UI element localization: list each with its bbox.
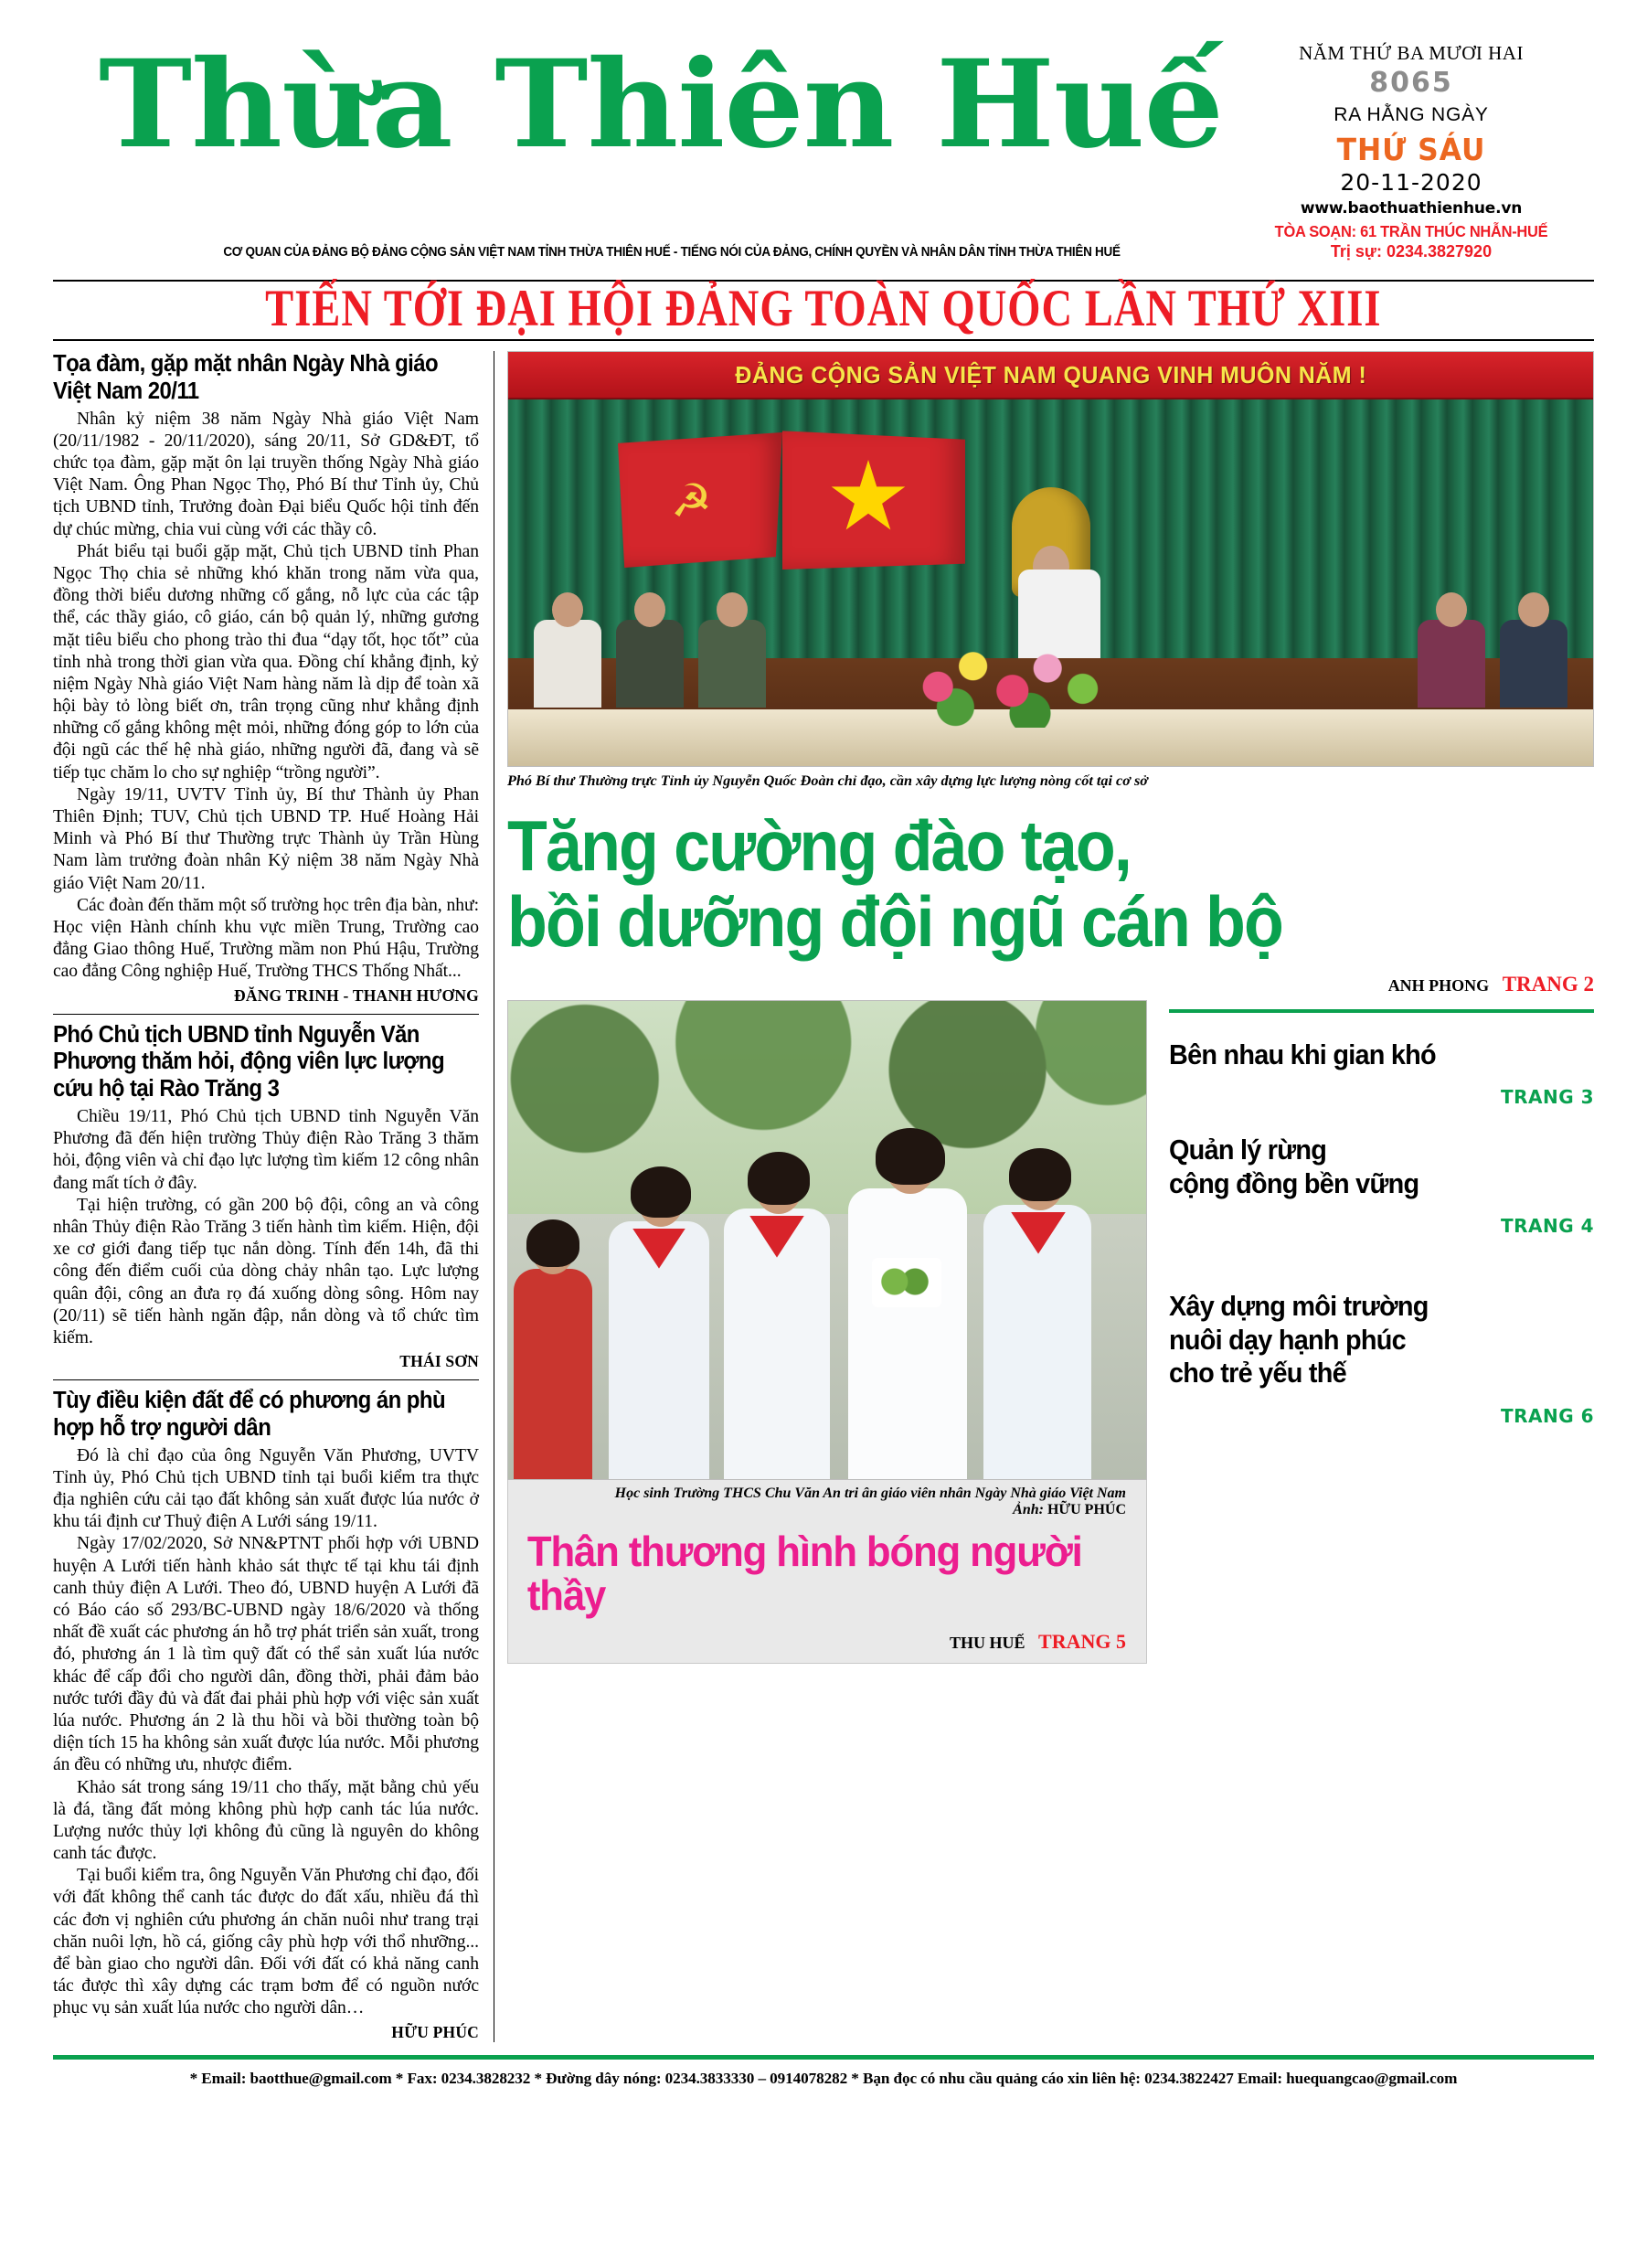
issue-number: 8065 bbox=[1369, 67, 1453, 100]
office-address: TÒA SOẠN: 61 TRẦN THÚC NHẪN-HUẾ bbox=[1274, 221, 1548, 240]
bottom-feature-author: THU HUẾ bbox=[950, 1634, 1025, 1653]
section-divider bbox=[53, 1014, 479, 1015]
website-url[interactable]: www.baothuathienhue.vn bbox=[1300, 198, 1523, 218]
student-hair bbox=[748, 1152, 810, 1205]
seated-person bbox=[534, 620, 601, 708]
article-paragraph: Ngày 19/11, UVTV Tỉnh ủy, Bí thư Thành ủy Phan Thiên Định; TUV, Chủ tịch UBND TP. Huế Hoàng Hải Minh và Phó Bí thư Thường trực Thành ủy Trần Hùng Nam làm trưởng đoàn nhân Kỷ niệm 38 năm Ngày Nhà giáo Việt Nam 20/11. bbox=[53, 784, 479, 893]
feature-headline-line1: Tăng cường đào tạo, bbox=[507, 805, 1131, 887]
sidebar-teaser-moi-truong[interactable] bbox=[1169, 1237, 1594, 1427]
article-paragraph: Chiều 19/11, Phó Chủ tịch UBND tỉnh Nguyễn Văn Phương đã đến hiện trường Thủy điện Rào Trăng 3 thăm hỏi, động viên và chỉ đạo lực lượng tìm kiếm 12 công nhân đang mất tích ở đây. bbox=[53, 1107, 479, 1193]
teacher-figure bbox=[848, 1188, 967, 1479]
section-divider bbox=[53, 1379, 479, 1380]
bottom-photo-caption: Học sinh Trường THCS Chu Văn An tri ân giáo viên nhân Ngày Nhà giáo Việt Nam bbox=[614, 1485, 1126, 1501]
seated-person bbox=[1418, 620, 1485, 708]
teaser-title: Quản lý rừng bbox=[1169, 1134, 1327, 1166]
student-figure bbox=[514, 1269, 592, 1479]
masthead-tagline: CƠ QUAN CỦA ĐẢNG BỘ ĐẢNG CỘNG SẢN VIỆT NAM TỈNH THỪA THIÊN HUẾ - TIẾNG NÓI CỦA ĐẢNG, CHÍNH QUYỀN VÀ NHÂN DÂN TỈNH THỪA THIÊN HUẾ bbox=[223, 245, 1121, 260]
teaser-page-ref[interactable]: TRANG 3 bbox=[1500, 1086, 1594, 1109]
article-paragraph: Phát biểu tại buổi gặp mặt, Chủ tịch UBND tỉnh Phan Ngọc Thọ chia sẻ những khó khăn trong năm vừa qua, đồng thời biểu dương những cố gắng, nỗ lực của các tập thể, các thầy giáo, cô giáo, cán bộ quản lý, những gương mặt tiêu biểu cho phong trào thi đua “dạy tốt, học tốt” của tỉnh nhà trong thời gian vừa qua. Đồng chí khẳng định, kỷ niệm Ngày Nhà giáo Việt Nam hàng năm là dịp để toàn xã hội bày tỏ lòng biết ơn, trân trọng cũng như khẳng định những cố gắng không mệt mỏi, những đóng góp to lớn của đội ngũ các thế hệ nhà giáo, những người đã, đang và sẽ tiếp tục chăm lo cho sự nghiệp “trồng người”. bbox=[53, 541, 479, 783]
article-dat-ho-tro[interactable] bbox=[53, 1388, 479, 2042]
masthead bbox=[53, 0, 1594, 274]
top-photo-caption: Phó Bí thư Thường trực Tỉnh ủy Nguyễn Quốc Đoàn chỉ đạo, cần xây dựng lực lượng nòng cốt tại cơ sở bbox=[507, 772, 1148, 789]
publication-weekday: THỨ SÁU bbox=[1336, 131, 1486, 167]
feature-headline-line2: bồi dưỡng đội ngũ cán bộ bbox=[507, 880, 1283, 962]
teaser-sidebar bbox=[1147, 1000, 1594, 1665]
credit-name: HỮU PHÚC bbox=[1047, 1501, 1126, 1517]
masthead-logo bbox=[99, 34, 1278, 176]
left-column bbox=[53, 351, 494, 2042]
teaser-title: cộng đồng bền vững bbox=[1169, 1166, 1419, 1199]
bouquet-flowers bbox=[879, 1263, 930, 1300]
bottom-photo-block[interactable] bbox=[507, 1000, 1147, 1665]
teaser-title: Xây dựng môi trường bbox=[1169, 1290, 1429, 1323]
publication-year-line: NĂM THỨ BA MƯƠI HAI bbox=[1299, 42, 1524, 64]
teaser-page-ref[interactable]: TRANG 4 bbox=[1500, 1215, 1594, 1238]
red-slogan-text: ĐẢNG CỘNG SẢN VIỆT NAM QUANG VINH MUÔN NĂM ! bbox=[735, 360, 1366, 389]
seated-person bbox=[1500, 620, 1567, 708]
person-head bbox=[1518, 592, 1549, 627]
person-head bbox=[1436, 592, 1467, 627]
congress-banner bbox=[53, 280, 1594, 341]
bottom-feature-headline: Thân thương hình bóng người thầy bbox=[526, 1527, 1082, 1619]
hammer-sickle-icon: ☭ bbox=[671, 475, 712, 527]
masthead-info-block bbox=[1228, 42, 1594, 261]
red-slogan-banner bbox=[508, 352, 1593, 399]
teaser-title: cho trẻ yếu thế bbox=[1169, 1357, 1346, 1390]
bottom-feature-page-ref[interactable]: TRANG 5 bbox=[1038, 1630, 1126, 1654]
publication-date: 20-11-2020 bbox=[1340, 168, 1482, 196]
feature-author: ANH PHONG bbox=[1387, 975, 1490, 995]
seated-person bbox=[698, 620, 766, 708]
article-paragraph: Tại hiện trường, có gần 200 bộ đội, công an và công nhân Thủy điện Rào Trăng 3 tiến hành tìm kiếm. Hiện, đội xe cơ giới đang tiếp tục nắn dòng. Tính đến 14h, đã thi công đến điểm cuối của dòng chảy nhân tạo. Lực lượng quân đội, công an đưa rọ đá xuống dòng sông. Hôm nay (20/11) sẽ tiến hành ngăn đập, nắn dòng và tổ chức tìm kiếm. bbox=[53, 1195, 479, 1347]
person-head bbox=[634, 592, 665, 627]
bottom-photo-credit bbox=[528, 1502, 1126, 1518]
teaser-page-ref[interactable]: TRANG 6 bbox=[1500, 1405, 1594, 1428]
article-paragraph: Đó là chỉ đạo của ông Nguyễn Văn Phương, UVTV Tỉnh ủy, Phó Chủ tịch UBND tỉnh tại buổi kiểm tra thực địa nghiên cứu cải tạo đất không sản xuất được lúa nước ở khu tái định cư Thuỷ điện A Lưới sáng 19/11. bbox=[53, 1445, 479, 1532]
article-headline: Phó Chủ tịch UBND tỉnh Nguyễn Văn Phương thăm hỏi, động viên lực lượng cứu hộ tại Rào Trăng 3 bbox=[53, 1021, 445, 1102]
person-head bbox=[717, 592, 748, 627]
publication-frequency: RA HẰNG NGÀY bbox=[1334, 103, 1489, 125]
article-paragraph: Tại buổi kiểm tra, ông Nguyễn Văn Phương chỉ đạo, đối với đất không thể canh tác được do đất xấu, nhiều đá thì các đơn vị nghiên cứu phương án chăn nuôi như trang trại chăn nuôi lợn, hồ cá, giống cây phù hợp với thổ nhưỡng... để bàn giao cho người dân. Đối với đất có khả năng canh tác được thì xây dựng các trạm bơm để có nguồn nước phục vụ sản xuất lúa nước cho người dân… bbox=[53, 1866, 479, 2018]
footer-contact-line: * Email: baotthue@gmail.com * Fax: 0234.3828232 * Đường dây nóng: 0234.3833330 – 0914078282 * Bạn đọc có nhu cầu quảng cáo xin liên hệ: 0234.3822427 Email: huequangcao@gmail.com bbox=[189, 2069, 1458, 2087]
main-content bbox=[53, 351, 1594, 2042]
student-hair bbox=[1009, 1148, 1071, 1201]
photo-students bbox=[507, 1000, 1147, 1480]
bottom-photo-footer bbox=[507, 1480, 1147, 1665]
article-paragraph: Ngày 17/02/2020, Sở NN&PTNT phối hợp với UBND huyện A Lưới tiến hành khảo sát thực tế tại khu tái định canh thủy điện A Lưới. Theo đó, UBND huyện A Lưới đã có Báo cáo số 293/BC-UBND ngày 18/6/2020 và thống nhất đề xuất các phương án hỗ trợ phát triển sản xuất, trong đó, phương án 1 là tìm quỹ đất có thể sản xuất lúa nước khác để cấp đổi cho người dân, đồng thời, phải đảm bảo nước tưới đầy đủ và đất đai phải phù hợp với việc sản xuất lúa nước. Phương án 2 là thu hồi và bồi thường toàn bộ diện tích 15 ha không sản xuất được lúa nước. Mỗi phương án đều có những ưu, nhược điểm. bbox=[53, 1534, 479, 1775]
seated-person bbox=[616, 620, 684, 708]
article-headline: Tùy điều kiện đất để có phương án phù hợp hỗ trợ người dân bbox=[53, 1388, 446, 1441]
feature-credit bbox=[507, 973, 1594, 996]
article-byline: ĐĂNG TRINH - THANH HƯƠNG bbox=[234, 985, 479, 1005]
article-byline: HỮU PHÚC bbox=[391, 2022, 479, 2041]
teaser-title: Bên nhau khi gian khó bbox=[1169, 1038, 1436, 1070]
feature-headline-block[interactable] bbox=[507, 805, 1594, 996]
top-photo-block[interactable] bbox=[507, 351, 1594, 790]
person-head bbox=[552, 592, 583, 627]
bottom-feature-credit bbox=[508, 1617, 1146, 1663]
article-toa-dam[interactable] bbox=[53, 351, 479, 1006]
photo-meeting-room bbox=[507, 351, 1594, 767]
teaser-title: nuôi dạy hạnh phúc bbox=[1169, 1323, 1406, 1356]
congress-banner-text: TIẾN TỚI ĐẠI HỘI ĐẢNG TOÀN QUỐC LẦN THỨ XIII bbox=[265, 280, 1382, 338]
feature-page-ref[interactable]: TRANG 2 bbox=[1502, 972, 1594, 996]
office-phone: Trị sự: 0234.3827920 bbox=[1330, 241, 1493, 261]
flower-arrangement bbox=[898, 625, 1118, 728]
newspaper-title: Thừa Thiên Huế bbox=[99, 34, 1223, 176]
article-headline: Tọa đàm, gặp mặt nhân Ngày Nhà giáo Việt Nam 20/11 bbox=[53, 351, 439, 404]
article-byline: THÁI SƠN bbox=[399, 1352, 479, 1371]
student-hair bbox=[631, 1166, 691, 1218]
article-paragraph: Nhân kỷ niệm 38 năm Ngày Nhà giáo Việt Nam (20/11/1982 - 20/11/2020), sáng 20/11, Sở GD&ĐT, tổ chức tọa đàm, gặp mặt ôn lại truyền thống Ngày Nhà giáo Việt Nam. Ông Phan Ngọc Thọ, Phó Bí thư Tỉnh ủy, Chủ tịch UBND tỉnh, Trưởng đoàn Đại biểu Quốc hội tỉnh đến dự chúc mừng, chia vui cùng với các thầy cô. bbox=[53, 409, 479, 539]
sidebar-teaser-ben-nhau[interactable] bbox=[1169, 1013, 1594, 1109]
article-rao-trang-3[interactable] bbox=[53, 1022, 479, 1372]
student-hair bbox=[526, 1219, 579, 1267]
lower-section bbox=[507, 1000, 1594, 1665]
sidebar-teaser-quan-ly-rung[interactable] bbox=[1169, 1108, 1594, 1237]
right-column bbox=[494, 351, 1594, 2042]
teacher-hair bbox=[876, 1128, 945, 1185]
article-paragraph: Khảo sát trong sáng 19/11 cho thấy, mặt bằng chủ yếu là đá, tầng đất mỏng không phù hợp canh tác lúa nước. Lượng nước thủy lợi không đủ cũng là nguyên do không canh tác được. bbox=[53, 1777, 479, 1864]
credit-label: Ảnh: bbox=[1013, 1501, 1044, 1517]
article-paragraph: Các đoàn đến thăm một số trường học trên địa bàn, như: Học viện Hành chính khu vực miền Trung, Trường cao đẳng Giao thông Huế, Trường mầm non Phú Hậu, Trường cao đẳng Công nghiệp Huế, Trường THCS Thống Nhất... bbox=[53, 895, 479, 982]
